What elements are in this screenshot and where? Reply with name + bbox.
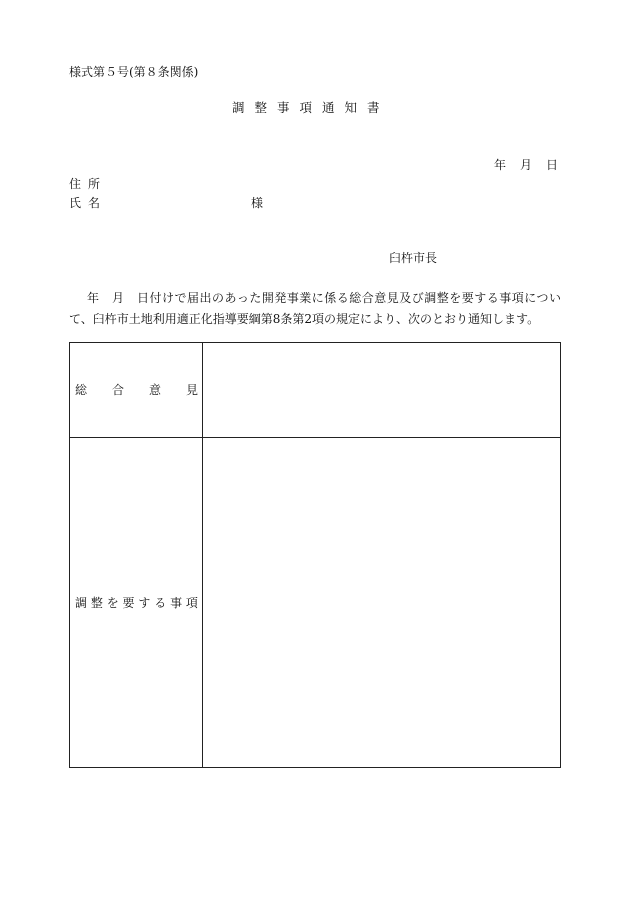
- general-opinion-label-cell: [70, 343, 203, 437]
- date-line: [494, 159, 558, 171]
- notice-body-text: 年 月 日付けで届出のあった開発事業に係る総合意見及び調整を要する事項について、臼杵市土地利用適正化指導要綱第8条第2項の規定により、次のとおり通知します。: [69, 291, 561, 326]
- label-char: 見: [185, 383, 198, 397]
- label-char: 要: [122, 595, 135, 610]
- label-char: す: [138, 595, 151, 610]
- label-char: 項: [185, 595, 198, 610]
- adjustment-table: [69, 342, 561, 768]
- table-row-general-opinion: [70, 343, 560, 438]
- document-title: 調整事項通知書: [232, 100, 390, 115]
- address-label: 住所: [69, 177, 108, 191]
- label-char: る: [154, 595, 167, 610]
- matters-value-cell[interactable]: [203, 438, 560, 767]
- label-char: 総: [75, 383, 88, 397]
- table-row-matters-requiring-adjustment: [70, 438, 560, 767]
- label-char: 合: [111, 383, 124, 397]
- label-char: を: [106, 595, 119, 610]
- sender-mayor-title: 臼杵市長: [389, 251, 438, 265]
- name-label: 氏名: [69, 196, 108, 210]
- date-day-label: 日: [546, 158, 559, 172]
- general-opinion-value-cell[interactable]: [203, 343, 560, 437]
- date-month-label: 月: [520, 158, 533, 172]
- label-char: 整: [90, 595, 103, 610]
- label-char: 調: [75, 595, 88, 610]
- matters-label-cell: [70, 438, 203, 767]
- date-year-label: 年: [494, 158, 507, 172]
- label-char: 事: [170, 595, 183, 610]
- honorific-sama: 様: [251, 196, 264, 210]
- general-opinion-label: [75, 384, 198, 396]
- form-number: 様式第５号(第８条関係): [69, 65, 199, 79]
- matters-requiring-adjustment-label: [75, 597, 198, 609]
- label-char: 意: [148, 383, 161, 397]
